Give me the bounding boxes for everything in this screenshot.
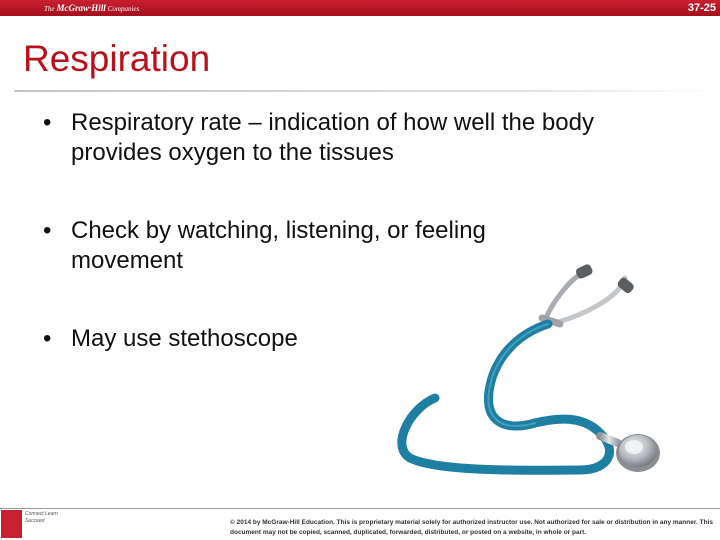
slide-title: Respiration [23,38,211,79]
footer-divider [0,508,720,509]
bullet-item: • May use stethoscope [43,324,603,354]
slide-number: 37-25 [687,2,716,14]
copyright-notice: © 2014 by McGraw-Hill Education. This is proprietary material solely for authorized instructor use. Not authorized for sale or distribution in any manner. This document may not be copied, scanned, duplicated, forwarded, distributed, or posted on a website, in whole or part. [230,519,713,536]
title-divider [14,90,720,92]
publisher-logo [44,2,139,14]
brand-suffix: Companies [107,5,140,13]
stethoscope-image [380,258,710,503]
logo-tagline: Connect Learn Succeed [25,511,58,524]
mcgraw-hill-logo [1,510,22,538]
brand-name: McGraw·Hill [56,3,106,13]
bullet-item: • Check by watching, listening, or feeling movement [43,216,603,276]
chestpiece-diaphragm [625,440,643,454]
bullet-item: • Respiratory rate – indication of how well the body provides oxygen to the tissues [43,108,603,168]
tubing [402,324,610,470]
brand-prefix: The [44,5,55,13]
header-bar [0,0,720,16]
